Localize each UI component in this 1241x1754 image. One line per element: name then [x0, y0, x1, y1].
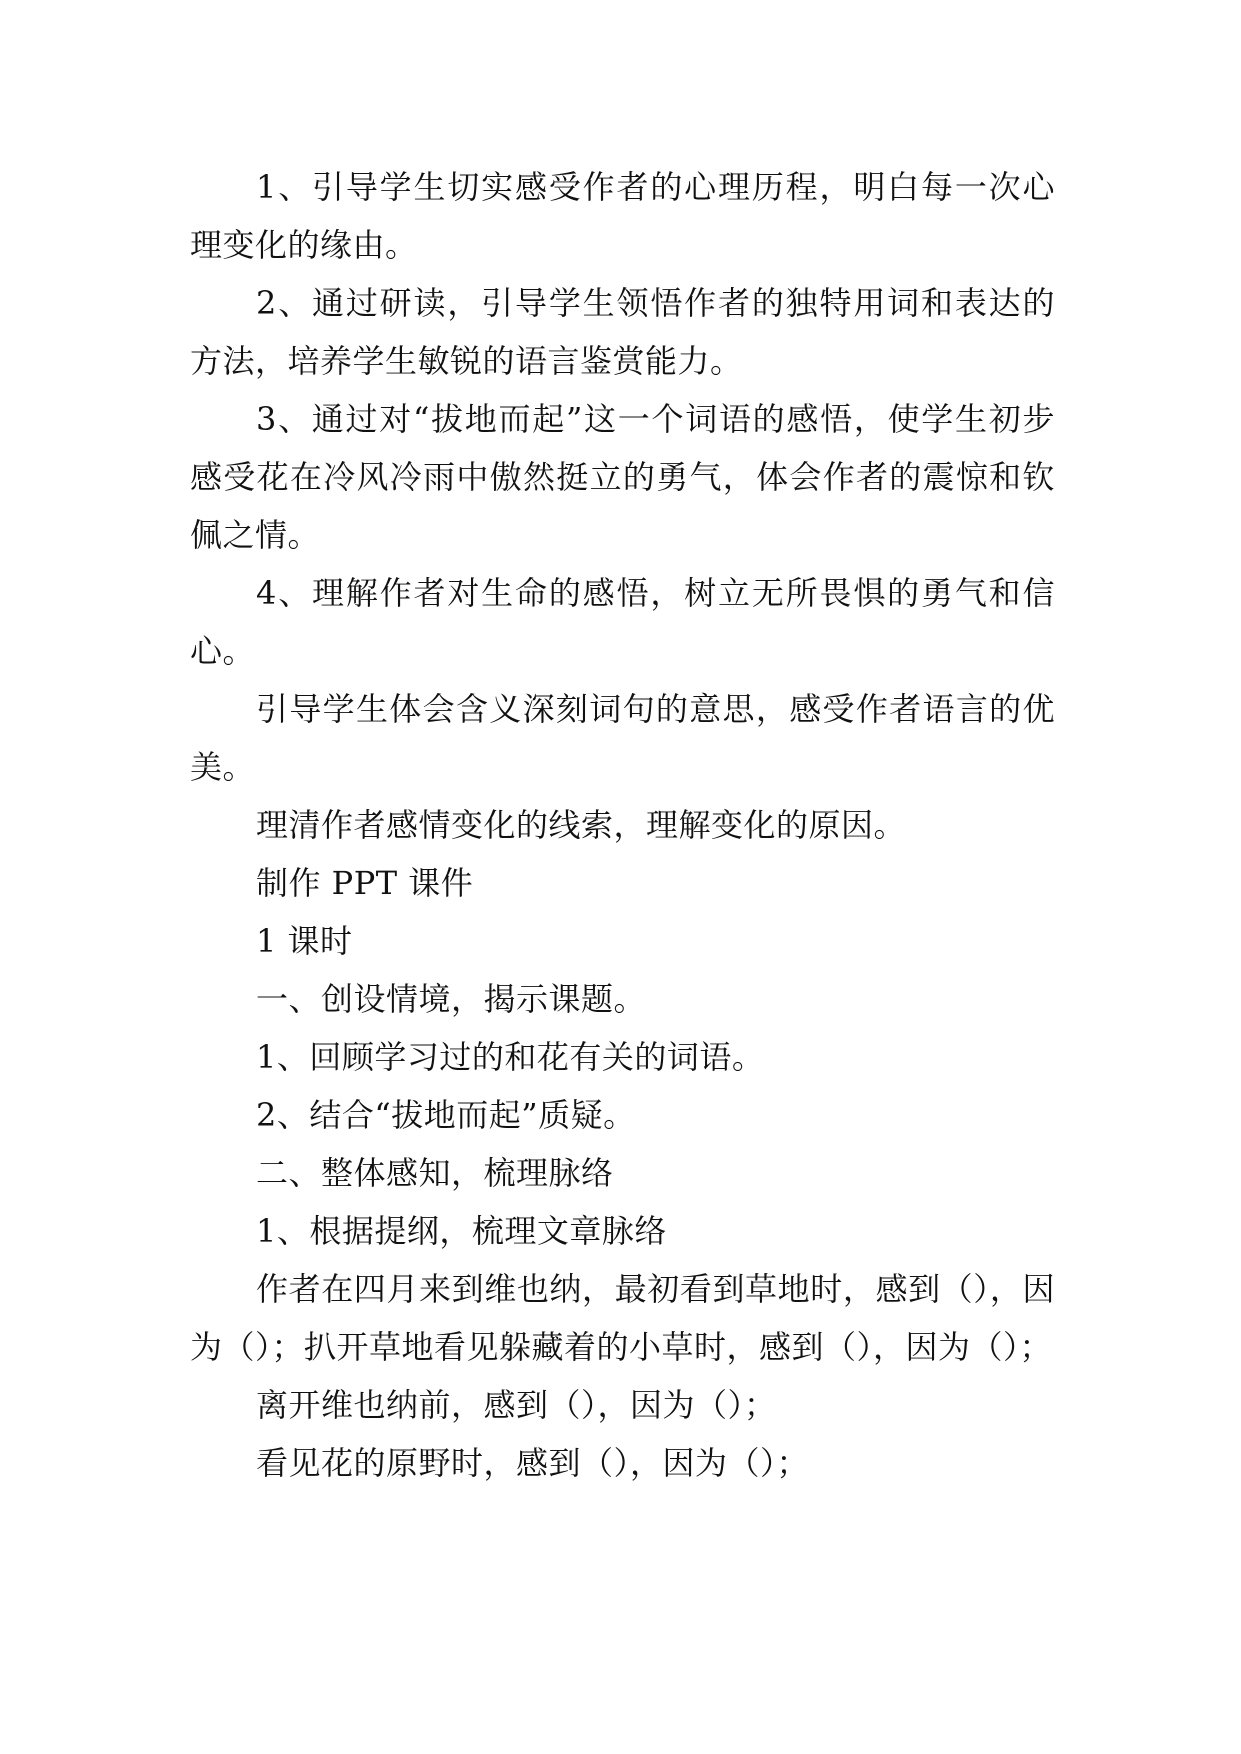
paragraph-duration: 1 课时	[256, 922, 353, 960]
paragraph-step-2-1: 1、根据提纲，梳理文章脉络	[256, 1212, 667, 1250]
section-heading-2: 二、整体感知，梳理脉络	[256, 1154, 614, 1192]
paragraph-objective-3: 3、通过对“拔地而起”这一个词语的感悟，使学生初步感受花在冷风冷雨中傲然挺立的勇气，体会作者的震惊和钦佩之情。	[190, 400, 1055, 554]
paragraph-preparation: 制作 PPT 课件	[256, 864, 474, 902]
paragraph-fill-in-3: 看见花的原野时，感到（），因为（）；	[256, 1444, 810, 1482]
paragraph-step-1-2: 2、结合“拔地而起”质疑。	[256, 1096, 636, 1134]
paragraph-key-point: 引导学生体会含义深刻词句的意思，感受作者语言的优美。	[190, 690, 1055, 786]
paragraph-fill-in-1: 作者在四月来到维也纳，最初看到草地时，感到（），因为（）；扒开草地看见躲藏着的小草时，感到（），因为（）；	[190, 1270, 1055, 1366]
section-heading-1: 一、创设情境，揭示课题。	[256, 980, 647, 1018]
document-body	[190, 158, 1055, 1492]
paragraph-fill-in-2: 离开维也纳前，感到（），因为（）；	[256, 1386, 777, 1424]
paragraph-objective-4: 4、理解作者对生命的感悟，树立无所畏惧的勇气和信心。	[190, 574, 1055, 670]
paragraph-objective-2: 2、通过研读，引导学生领悟作者的独特用词和表达的方法，培养学生敏锐的语言鉴赏能力。	[190, 284, 1055, 380]
paragraph-difficulty: 理清作者感情变化的线索，理解变化的原因。	[256, 806, 907, 844]
paragraph-step-1-1: 1、回顾学习过的和花有关的词语。	[256, 1038, 765, 1076]
paragraph-objective-1: 1、引导学生切实感受作者的心理历程，明白每一次心理变化的缘由。	[190, 168, 1055, 264]
